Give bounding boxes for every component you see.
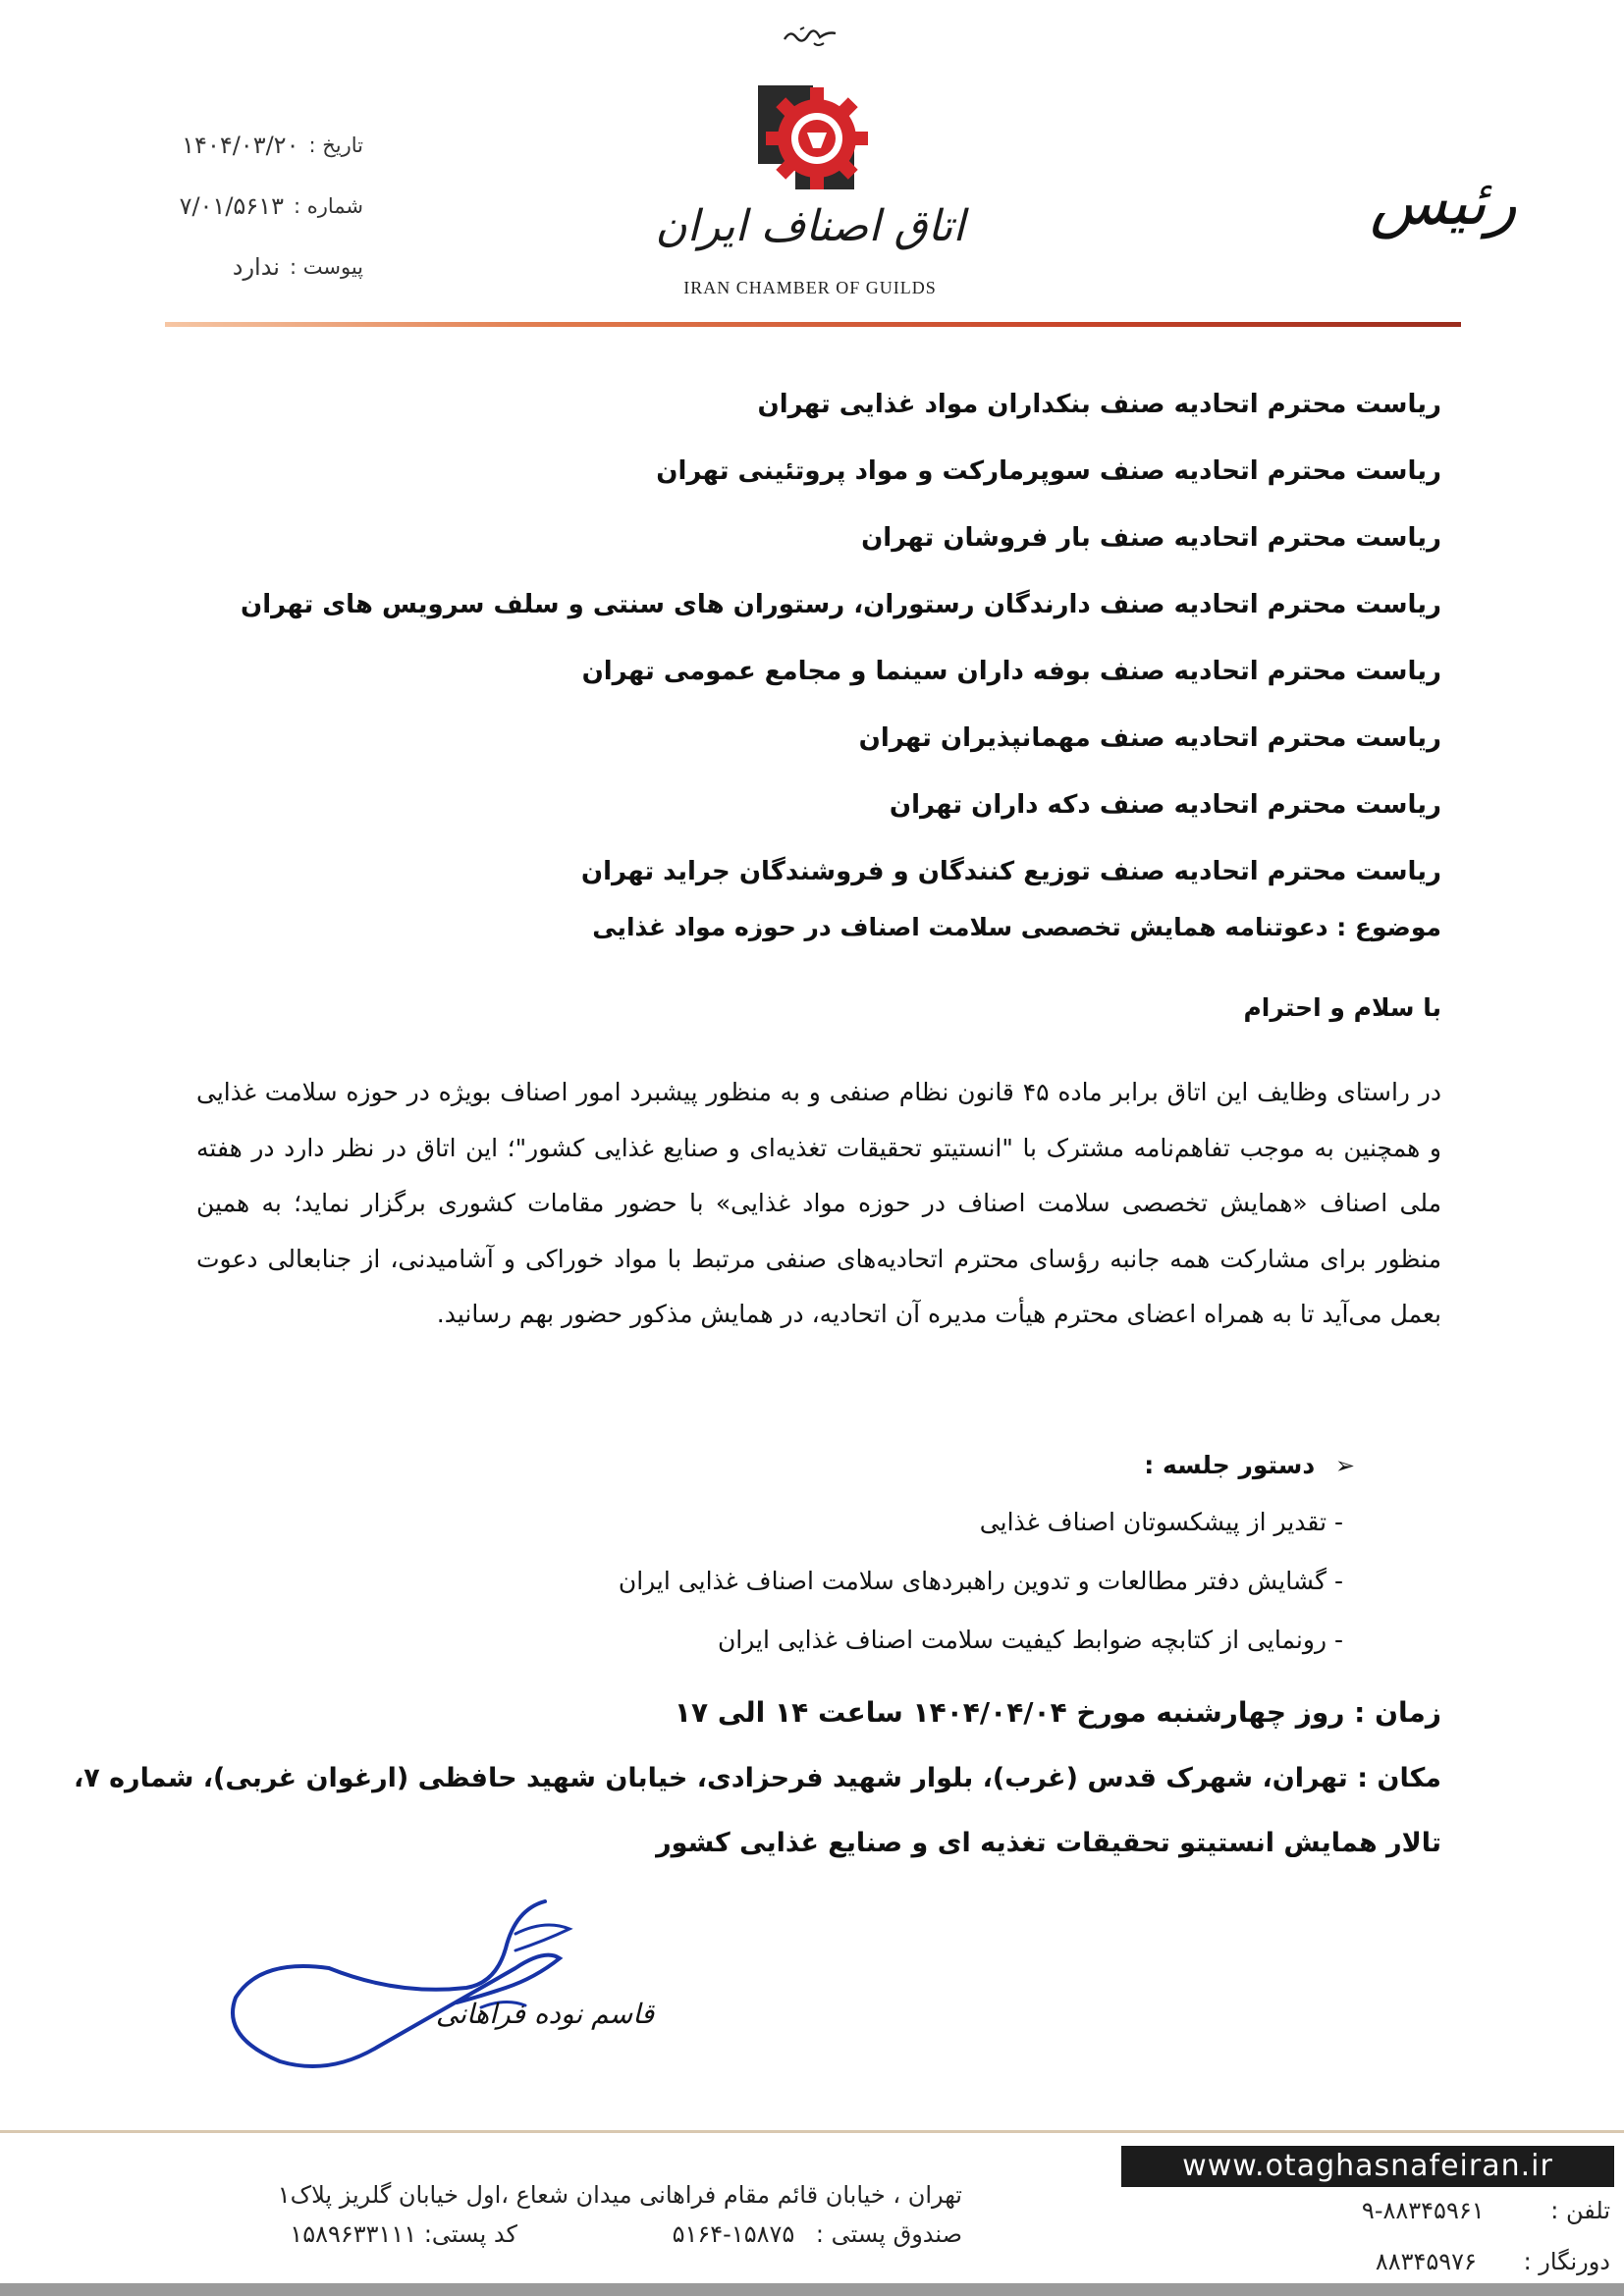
recipients-list [241,371,1441,905]
address-line: تهران ، خیابان قائم مقام فراهانی میدان شعاع ،اول خیابان گلریز پلاک۱ [277,2181,962,2209]
date-label: تاریخ : [308,133,363,157]
number-label: شماره : [293,194,363,218]
org-name-fa: اتاق اصناف ایران [655,201,965,251]
event-place-line-1: مکان : تهران، شهرک قدس (غرب)، بلوار شهید فرحزادی، خیابان شهید حافظی (ارغوان غربی)، شماره ۷، [73,1763,1441,1793]
basmala-calligraphy [781,22,839,49]
fax-value: ۸۸۳۴۵۹۷۶ [1375,2248,1477,2275]
event-time: زمان : روز چهارشنبه مورخ ۱۴۰۴/۰۴/۰۴ ساعت ۱۴ الی ۱۷ [674,1696,1441,1729]
website-link[interactable]: www.otaghasnafeiran.ir [1121,2146,1614,2187]
org-name-en: IRAN CHAMBER OF GUILDS [683,278,937,297]
chamber-logo [756,83,872,199]
greeting: با سلام و احترام [1243,993,1441,1022]
postal-row [39,2220,962,2256]
date-value: ۱۴۰۴/۰۳/۲۰ [182,132,299,159]
agenda-section [324,1438,1441,1670]
agenda-title-row [324,1438,1355,1493]
footer-divider [0,2130,1624,2133]
agenda-item: - گشایش دفتر مطالعات و تدوین راهبردهای سلامت اصناف غذایی ایران [618,1567,1343,1595]
fax-row [1110,2248,1610,2283]
recipient-line: ریاست محترم اتحادیه صنف دکه داران تهران [889,790,1441,820]
footer-bar [0,2283,1624,2296]
fax-label: دورنگار : [1523,2248,1610,2275]
agenda-title: دستور جلسه : [1144,1451,1316,1479]
recipient-line: ریاست محترم اتحادیه صنف بوفه داران سینما و مجامع عمومی تهران [581,657,1441,686]
agenda-item: - رونمایی از کتابچه ضوابط کیفیت سلامت اصناف غذایی ایران [717,1626,1343,1654]
letter-title: رئیس [1370,167,1517,240]
body-paragraph: در راستای وظایف این اتاق برابر ماده ۴۵ قانون نظام صنفی و به منظور پیشبرد امور اصناف بویژه در حوزه سلامت غذایی و همچنین به موجب تفاهم‌نامه مشترک با "انستیتو تحقیقات تغذیه‌ای و صنایع غذایی کشور"؛ این اتاق در نظر دارد در هفته ملی اصناف «همایش تخصصی سلامت اصناف در حوزه مواد غذایی» با حضور مقامات کشوری برگزار نماید؛ به همین منظور برای مشارکت همه جانبه رؤسای محترم اتحادیه‌های صنفی مرتبط با مواد خوراکی و آشامیدنی، از جنابعالی دعوت بعمل می‌آید تا به همراه اعضای محترم هیأت مدیره آن اتحادیه، در همایش مذکور حضور بهم رسانید. [196,1078,1441,1329]
number-row [108,187,363,226]
postal-code-value: ۱۵۸۹۶۳۳۱۱۱ [290,2220,417,2248]
recipient-line: ریاست محترم اتحادیه صنف دارندگان رستوران، رستوران های سنتی و سلف سرویس های تهران [241,590,1441,619]
agenda-item: - تقدیر از پیشکسوتان اصناف غذایی [979,1508,1343,1536]
attachment-value: ندارد [232,253,280,281]
postal-box-label: صندوق پستی : [815,2220,962,2248]
recipient-line: ریاست محترم اتحادیه صنف توزیع کنندگان و فروشندگان جراید تهران [580,857,1441,886]
postal-code-label: کد پستی: [423,2220,517,2248]
attachment-row [108,247,363,287]
phone-value: ۸۸۳۴۵۹۶۱-۹ [1361,2197,1485,2224]
recipient-line: ریاست محترم اتحادیه صنف سوپرمارکت و مواد پروتئینی تهران [656,456,1441,486]
recipient-line: ریاست محترم اتحادیه صنف بار فروشان تهران [861,523,1441,553]
postal-box-value: ۱۵۸۷۵-۵۱۶۴ [672,2220,795,2248]
handwritten-signature [221,1890,633,2086]
recipient-line: ریاست محترم اتحادیه صنف مهمانپذیران تهران [858,723,1441,753]
phone-row [1110,2197,1610,2232]
phone-label: تلفن : [1550,2197,1610,2224]
date-row [108,126,363,165]
subject-line: موضوع : دعوتنامه همایش تخصصی سلامت اصناف در حوزه مواد غذایی [592,913,1441,941]
event-place-line-2: تالار همایش انستیتو تحقیقات تغذیه ای و صنایع غذایی کشور [656,1828,1441,1858]
arrow-bullet-icon: ➢ [1334,1452,1355,1479]
number-value: ۷/۰۱/۵۶۱۳ [179,192,284,220]
attachment-label: پیوست : [290,255,363,279]
header-divider [165,322,1461,327]
signer-name: قاسم نوده فراهانی [435,1998,655,2030]
recipient-line: ریاست محترم اتحادیه صنف بنکداران مواد غذایی تهران [757,390,1441,419]
